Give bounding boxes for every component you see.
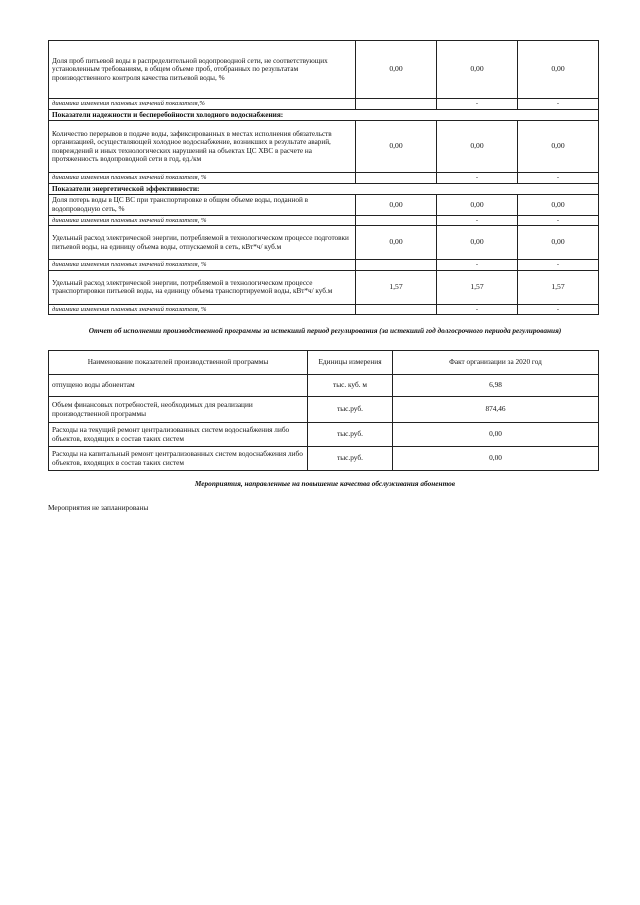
note-value [356, 304, 437, 315]
row-label: Доля потерь воды в ЦС ВС при транспортировке в общем объеме воды, поданной в водопроводную сеть, % [49, 195, 356, 215]
table-row [49, 270, 599, 304]
table-row [49, 121, 599, 173]
note-value: - [518, 215, 599, 226]
table-row [49, 260, 599, 271]
note-value [356, 260, 437, 271]
note-value [356, 99, 437, 110]
row-fact: 6,98 [393, 375, 599, 397]
table-row [49, 173, 599, 184]
row-name: Объем финансовых потребностей, необходимых для реализации производственной программы [49, 397, 308, 423]
section-row [49, 183, 599, 195]
section-row [49, 109, 599, 121]
row-label: Удельный расход электрической энергии, потребляемой в технологическом процессе подготовки питьевой воды, на единицу объема воды, отпускаемой в сеть, кВт*ч/ куб.м [49, 226, 356, 260]
note-value: - [518, 260, 599, 271]
table-row [49, 397, 599, 423]
row-value: 0,00 [437, 226, 518, 260]
section-heading: Показатели надежности и бесперебойности холодного водоснабжения: [49, 109, 599, 121]
indicators-table [48, 40, 599, 315]
row-value: 0,00 [518, 121, 599, 173]
table-row [49, 447, 599, 471]
row-label: Удельный расход электрической энергии, потребляемой в технологическом процессе транспортировки питьевой воды, на единицу объема транспортируемой воды, кВт*ч/ куб.м [49, 270, 356, 304]
note-value: - [437, 304, 518, 315]
row-value: 1,57 [518, 270, 599, 304]
row-value: 0,00 [437, 41, 518, 99]
note-label: динамика изменения плановых значений показателя, % [49, 260, 356, 271]
note-label: динамика изменения плановых значений показателя, % [49, 173, 356, 184]
table-header-row [49, 351, 599, 375]
row-name: Расходы на текущий ремонт централизованных систем водоснабжения либо объектов, входящих в состав таких систем [49, 423, 308, 447]
row-fact: 0,00 [393, 423, 599, 447]
note-value: - [437, 260, 518, 271]
note-label: динамика изменения плановых значений показателя,% [49, 99, 356, 110]
row-value: 1,57 [356, 270, 437, 304]
note-value [356, 173, 437, 184]
note-value: - [437, 173, 518, 184]
row-fact: 874,46 [393, 397, 599, 423]
row-value: 0,00 [518, 195, 599, 215]
note-value [356, 215, 437, 226]
table-row [49, 226, 599, 260]
table-row [49, 99, 599, 110]
table-row [49, 375, 599, 397]
row-value: 0,00 [356, 121, 437, 173]
table-row [49, 41, 599, 99]
header-fact: Факт организации за 2020 год [393, 351, 599, 375]
row-value: 0,00 [437, 195, 518, 215]
row-value: 0,00 [356, 195, 437, 215]
row-value: 0,00 [518, 41, 599, 99]
row-value: 1,57 [437, 270, 518, 304]
table-row [49, 215, 599, 226]
table-row [49, 423, 599, 447]
row-unit: тыс. куб. м [308, 375, 393, 397]
header-name: Наименование показателей производственной программы [49, 351, 308, 375]
section-heading: Показатели энергетической эффективности: [49, 183, 599, 195]
row-fact: 0,00 [393, 447, 599, 471]
measures-text: Мероприятия не запланированы [48, 503, 149, 512]
row-label: Количество перерывов в подаче воды, зафиксированных в местах исполнения обязательств организацией, осуществляющей холодное водоснабжение, возникших в результате аварий, повреждений и иных технологических нарушений на объектах ЦС ХВС в расчете на протяженность водопроводной сети в год, ед./км [49, 121, 356, 173]
row-value: 0,00 [518, 226, 599, 260]
note-value: - [518, 173, 599, 184]
note-label: динамика изменения плановых значений показателя, % [49, 304, 356, 315]
row-unit: тыс.руб. [308, 423, 393, 447]
row-name: Расходы на капитальный ремонт централизованных систем водоснабжения либо объектов, входящих в состав таких систем [49, 447, 308, 471]
header-unit: Единицы измерения [308, 351, 393, 375]
note-label: динамика изменения плановых значений показателя, % [49, 215, 356, 226]
row-value: 0,00 [356, 41, 437, 99]
measures-caption: Мероприятия, направленные на повышение качества обслуживания абонентов [194, 479, 456, 488]
row-unit: тыс.руб. [308, 397, 393, 423]
row-label: Доля проб питьевой воды в распределительной водопроводной сети, не соответствующих установленным требованиям, в общем объеме проб, отобранных по результатам производственного контроля качества питьевой воды, % [49, 41, 356, 99]
table-row [49, 304, 599, 315]
table-row [49, 195, 599, 215]
row-unit: тыс.руб. [308, 447, 393, 471]
note-value: - [518, 304, 599, 315]
row-name: отпущено воды абонентам [49, 375, 308, 397]
note-value: - [518, 99, 599, 110]
note-value: - [437, 215, 518, 226]
row-value: 0,00 [437, 121, 518, 173]
program-report-table [48, 350, 599, 471]
row-value: 0,00 [356, 226, 437, 260]
note-value: - [437, 99, 518, 110]
report-caption: Отчет об исполнении производственной программы за истекший период регулирования (за истекший год долгосрочного периода регулирования) [88, 326, 562, 335]
